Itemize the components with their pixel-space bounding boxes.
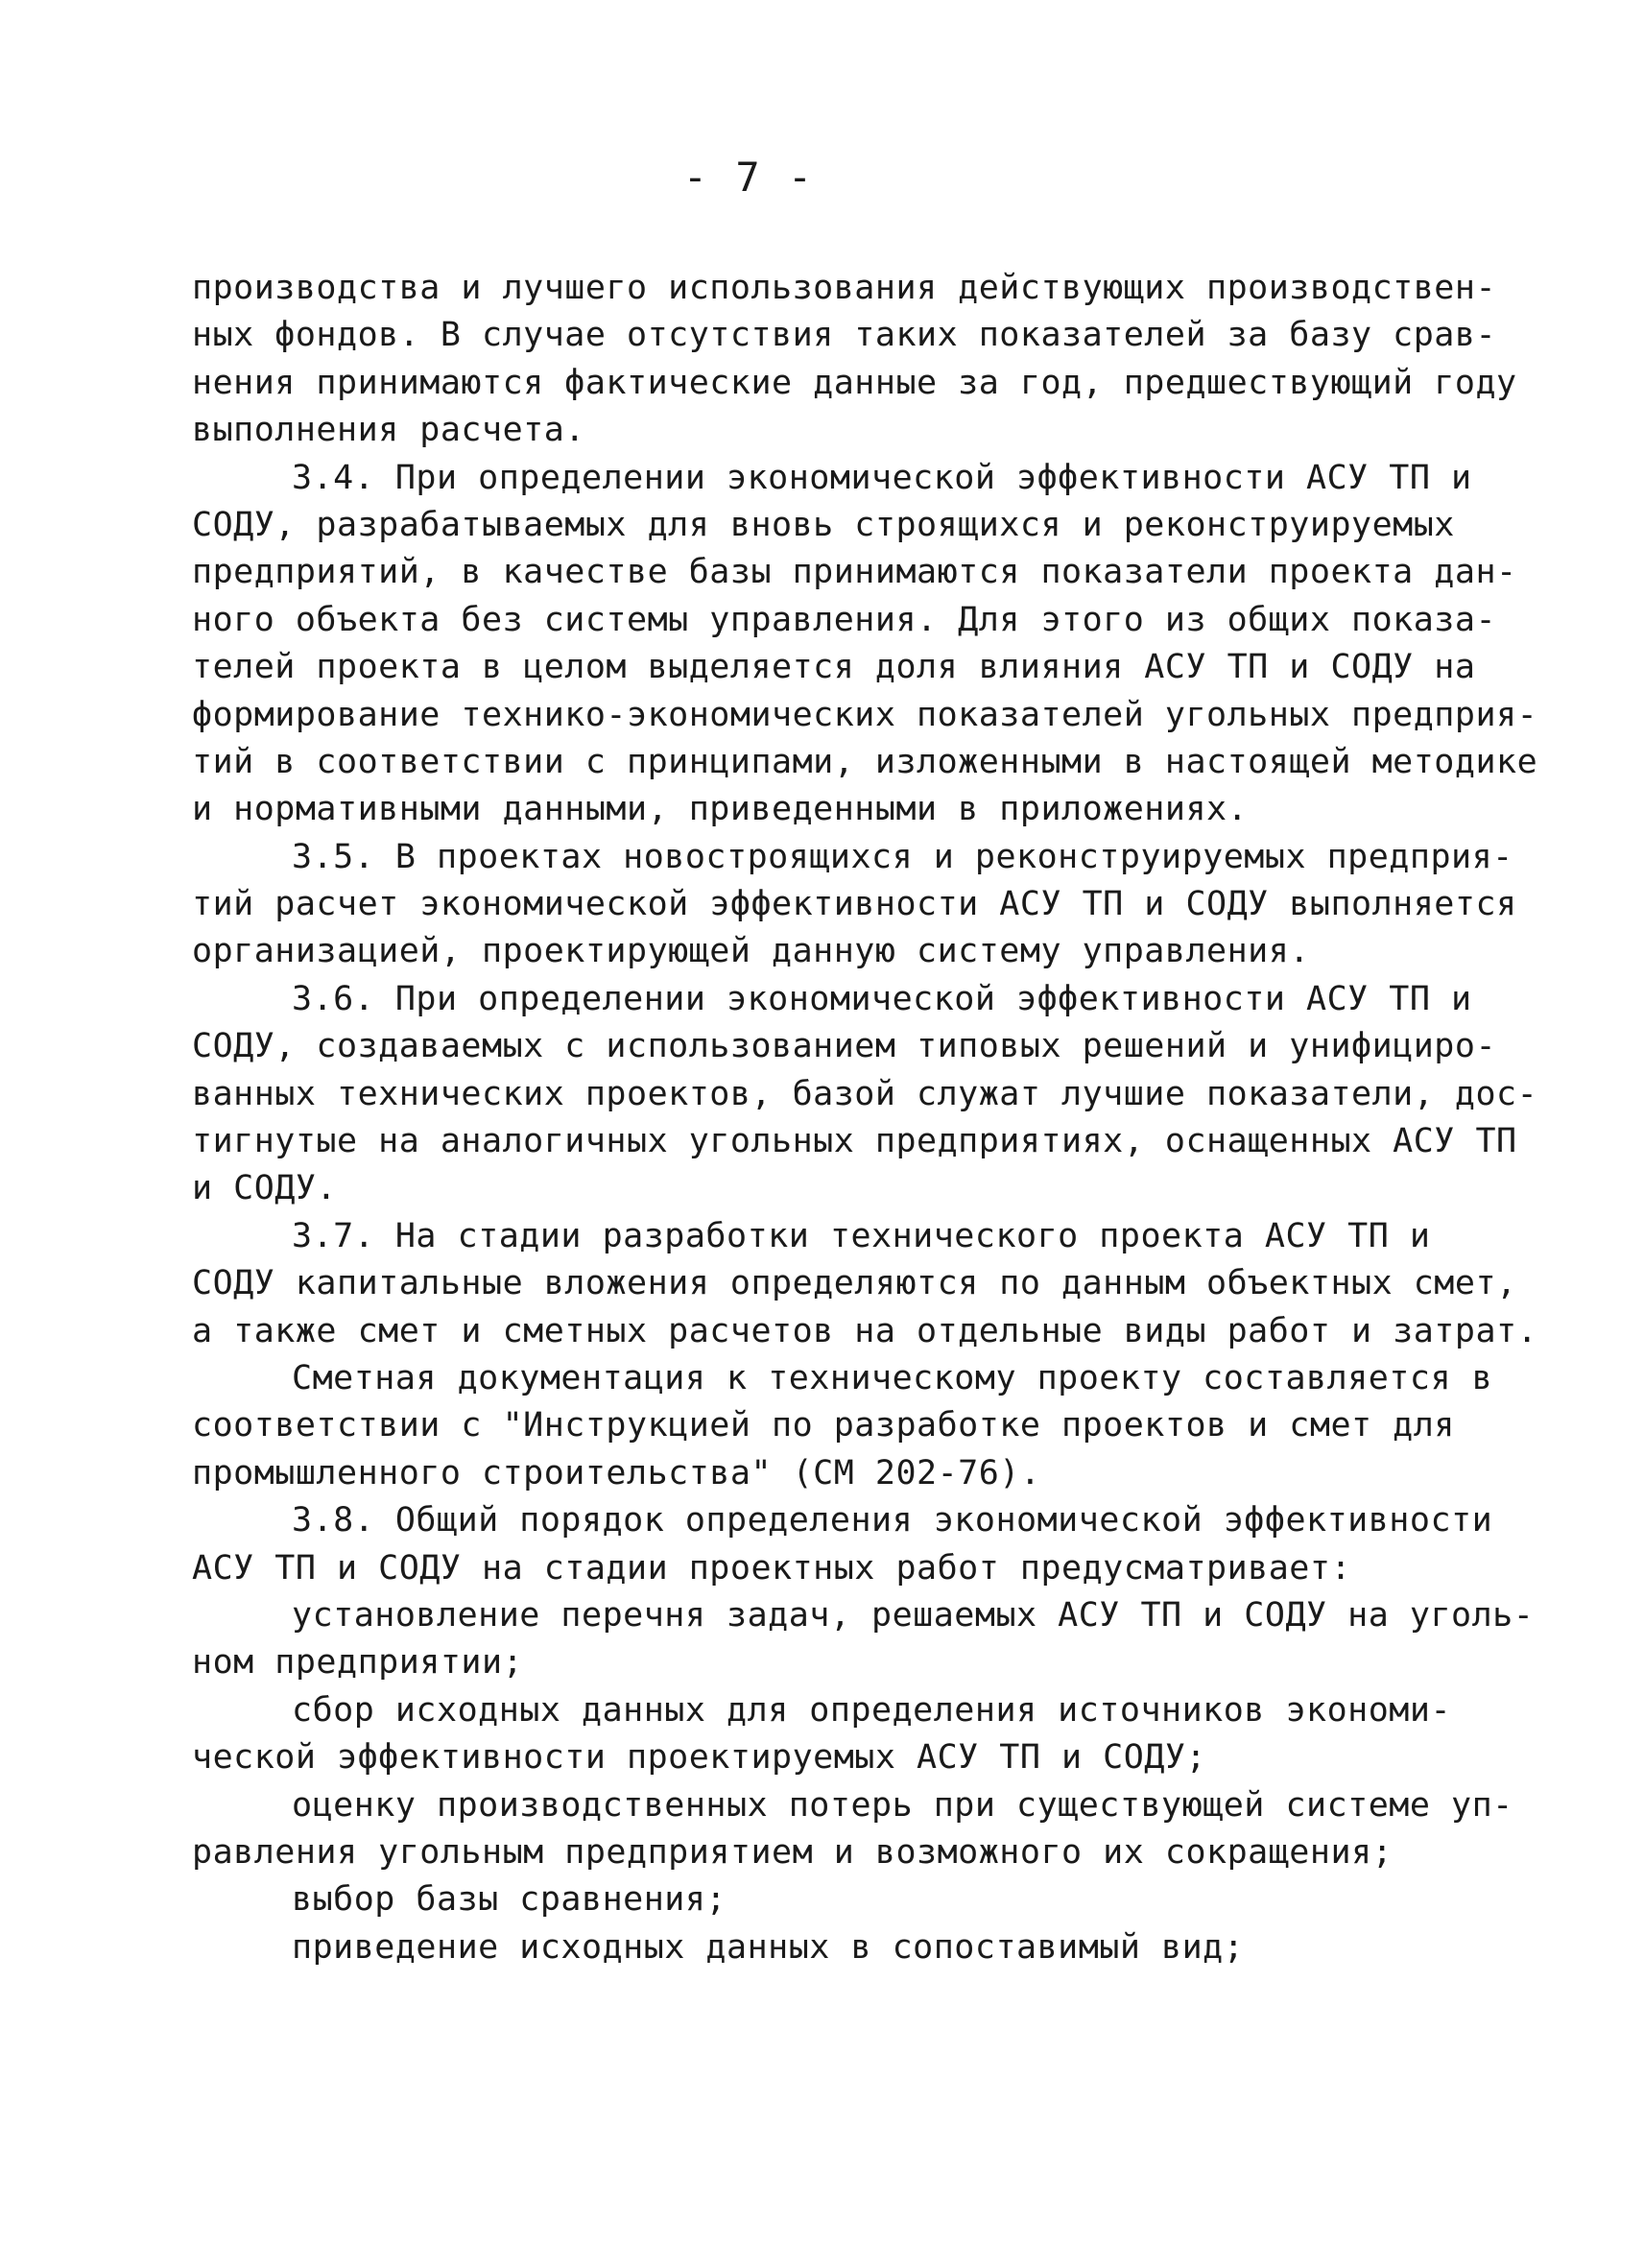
list-item-4: выбор базы сравнения; — [292, 1880, 727, 1920]
text-line: равления угольным предприятием и возможного их сокращения; — [192, 1832, 1394, 1872]
text-line: ных фондов. В случае отсутствия таких показателей за базу срав- — [192, 316, 1497, 355]
text-line: ного объекта без системы управления. Для этого из общих показа- — [192, 600, 1497, 639]
text-line: тий расчет экономической эффективности АСУ ТП и СОДУ выполняется — [192, 885, 1517, 924]
paragraph-3-8-start: 3.8. Общий порядок определения экономической эффективности — [292, 1501, 1493, 1540]
list-item-3: оценку производственных потерь при существующей системе уп- — [292, 1785, 1513, 1825]
list-item-1: установление перечня задач, решаемых АСУ ТП и СОДУ на уголь- — [292, 1595, 1535, 1635]
text-line: промышленного строительства" (СМ 202-76). — [192, 1453, 1041, 1492]
paragraph-smeta-start: Сметная документация к техническому проекту составляется в — [292, 1358, 1493, 1397]
paragraph-3-5-start: 3.5. В проектах новостроящихся и реконструируемых предприя- — [292, 837, 1513, 876]
text-line: тий в соответствии с принципами, изложенными в настоящей методике — [192, 742, 1538, 781]
text-line: телей проекта в целом выделяется доля влияния АСУ ТП и СОДУ на — [192, 648, 1476, 687]
paragraph-3-7-start: 3.7. На стадии разработки технического проекта АСУ ТП и — [292, 1216, 1431, 1255]
page-number: - 7 - — [682, 154, 815, 201]
list-item-5: приведение исходных данных в сопоставимый вид; — [292, 1927, 1245, 1967]
text-line: выполнения расчета. — [192, 411, 585, 450]
text-line: ческой эффективности проектируемых АСУ ТП и СОДУ; — [192, 1738, 1207, 1778]
body-text — [192, 265, 1538, 1971]
text-line: формирование технико-экономических показателей угольных предприя- — [192, 695, 1538, 734]
text-line: нения принимаются фактические данные за год, предшествующий году — [192, 363, 1517, 402]
text-line: а также смет и сметных расчетов на отдельные виды работ и затрат. — [192, 1311, 1538, 1350]
text-line: СОДУ, создаваемых с использованием типовых решений и унифициро- — [192, 1027, 1497, 1066]
text-line: производства и лучшего использования действующих производствен- — [192, 269, 1497, 307]
text-line: организацией, проектирующей данную систему управления. — [192, 932, 1310, 971]
text-line: СОДУ капитальные вложения определяются по данным объектных смет, — [192, 1264, 1517, 1303]
text-line: ванных технических проектов, базой служат лучшие показатели, дос- — [192, 1074, 1538, 1113]
paragraph-3-6-start: 3.6. При определении экономической эффективности АСУ ТП и — [292, 979, 1472, 1018]
text-line: предприятий, в качестве базы принимаются показатели проекта дан- — [192, 553, 1517, 592]
text-line: соответствии с "Инструкцией по разработке проектов и смет для — [192, 1406, 1455, 1445]
text-line: тигнутые на аналогичных угольных предприятиях, оснащенных АСУ ТП — [192, 1122, 1517, 1161]
list-item-2: сбор исходных данных для определения источников экономи- — [292, 1690, 1452, 1730]
paragraph-3-4-start: 3.4. При определении экономической эффективности АСУ ТП и — [292, 458, 1472, 497]
text-line: и СОДУ. — [192, 1169, 338, 1208]
text-line: и нормативными данными, приведенными в приложениях. — [192, 790, 1249, 829]
text-line: ном предприятии; — [192, 1643, 524, 1683]
text-line: АСУ ТП и СОДУ на стадии проектных работ предусматривает: — [192, 1548, 1352, 1588]
text-line: СОДУ, разрабатываемых для вновь строящихся и реконструируемых — [192, 505, 1455, 544]
